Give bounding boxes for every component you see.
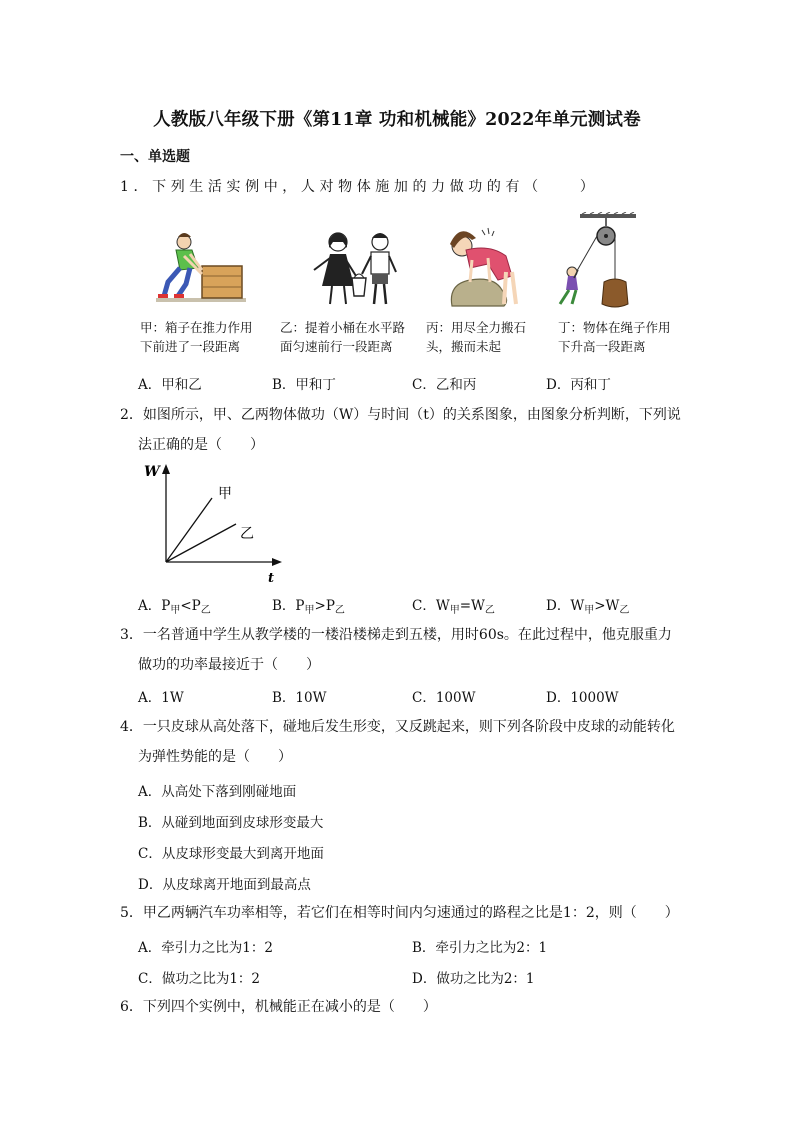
line-yi [166,524,236,562]
q5-option-d[interactable]: D．做功之比为2：1 [412,971,535,987]
question-4-stem-line1: 4．一只皮球从高处落下，碰地后发生形变，又反跳起来，则下列各阶段中皮球的动能转化 [120,719,675,735]
q3-option-c[interactable]: C．100W [412,690,476,706]
q2-option-c[interactable]: C．$W_甲=W_乙$ [412,598,495,616]
work-time-graph [136,458,286,588]
q4-option-d[interactable]: D．从皮球离开地面到最高点 [138,877,311,893]
lifting-stone-illustration [432,226,528,310]
q3-option-b[interactable]: B．10W [272,690,327,706]
page-title: 人教版八年级下册《第11章 功和机械能》2022年单元测试卷 [153,110,641,130]
caption-jia: 甲：箱子在推力作用 下前进了一段距离 [140,320,253,354]
q4-option-b[interactable]: B．从碰到地面到皮球形变最大 [138,815,324,831]
caption-bing: 丙：用尽全力搬石 头，搬而未起 [426,320,527,354]
line-jia [166,498,212,562]
question-1-stem: 1．下列生活实例中，人对物体施加的力做功的有（ ） [120,179,599,195]
q1-option-a[interactable]: A．甲和乙 [138,377,202,393]
y-axis-label: W [144,464,160,480]
question-2-stem-line2: 法正确的是（ ） [138,437,264,453]
q2-option-b[interactable]: B．$P_甲>P_乙$ [272,598,345,616]
q5-option-b[interactable]: B．牵引力之比为2：1 [412,940,548,956]
line-yi-label: 乙 [240,526,254,542]
q2-option-a[interactable]: A．$P_甲<P_乙$ [138,598,211,616]
carrying-bucket-illustration [300,228,410,308]
q1-option-b[interactable]: B．甲和丁 [272,377,336,393]
q3-option-a[interactable]: A．1W [138,690,184,706]
q1-option-c[interactable]: C．乙和丙 [412,377,477,393]
caption-ding: 丁：物体在绳子作用 下升高一段距离 [558,320,671,354]
question-3-stem-line2: 做功的功率最接近于（ ） [138,657,320,673]
pushing-box-illustration [150,228,250,306]
q4-option-a[interactable]: A．从高处下落到刚碰地面 [138,784,297,800]
q5-option-a[interactable]: A．牵引力之比为1：2 [138,940,273,956]
question-2-stem-line1: 2．如图所示，甲、乙两物体做功（W）与时间（t）的关系图象，由图象分析判断，下列说 [120,407,681,423]
caption-yi: 乙：提着小桶在水平路 面匀速前行一段距离 [280,320,406,354]
q2-option-d[interactable]: D．$W_甲>W_乙$ [546,598,630,616]
q1-option-d[interactable]: D．丙和丁 [546,377,611,393]
x-axis-label: t [268,571,275,586]
line-jia-label: 甲 [218,486,232,502]
q4-option-c[interactable]: C．从皮球形变最大到离开地面 [138,846,324,862]
question-4-stem-line2: 为弹性势能的是（ ） [138,749,292,765]
q3-option-d[interactable]: D．1000W [546,690,619,706]
section-heading: 一、单选题 [120,149,190,165]
question-3-stem-line1: 3．一名普通中学生从教学楼的一楼沿楼梯走到五楼，用时60s。在此过程中，他克服重力 [120,627,672,643]
question-5-stem: 5．甲乙两辆汽车功率相等，若它们在相等时间内匀速通过的路程之比是1：2，则（ ） [120,905,679,921]
question-6-stem: 6．下列四个实例中，机械能正在减小的是（ ） [120,999,437,1015]
pulley-lifting-illustration [552,212,638,312]
q5-option-c[interactable]: C．做功之比为1：2 [138,971,261,987]
